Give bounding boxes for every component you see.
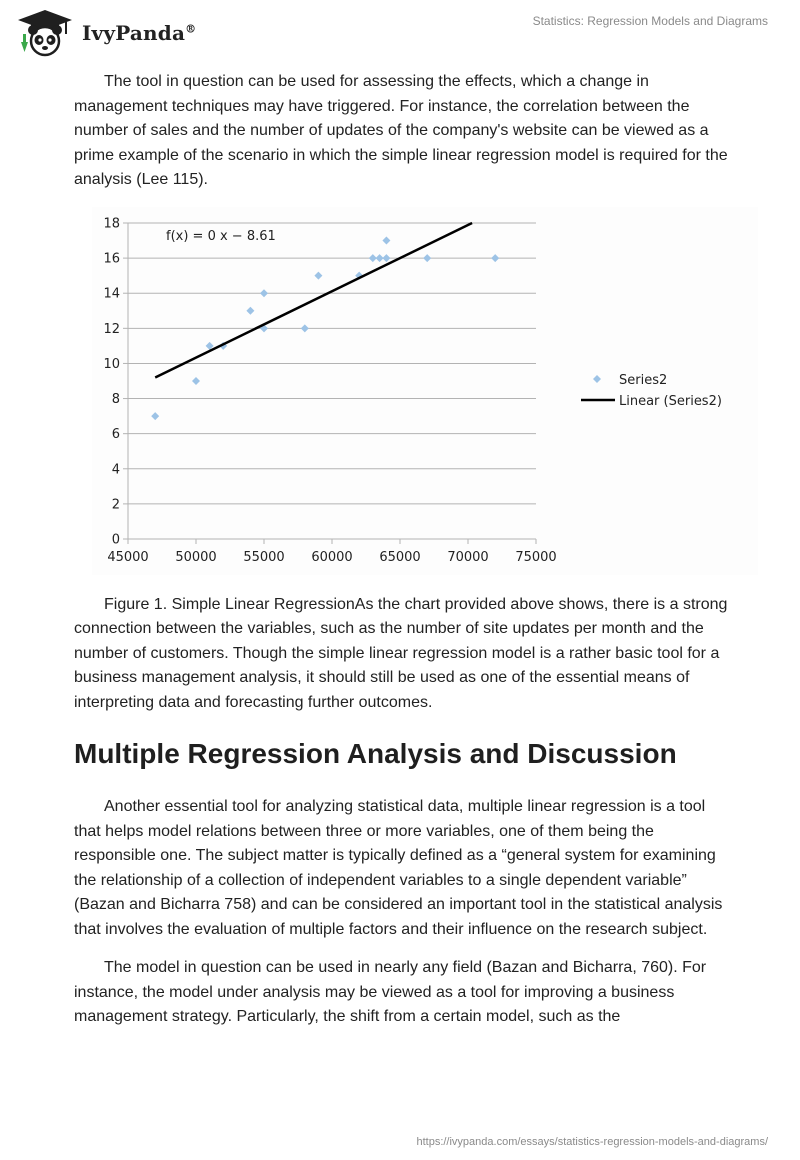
y-tick-label: 16: [103, 251, 120, 267]
footer-url[interactable]: https://ivypanda.com/essays/statistics-regression-models-and-diagrams/: [416, 1136, 768, 1148]
article-body: [74, 70, 734, 1044]
y-tick-label: 4: [111, 461, 120, 477]
brand-logo[interactable]: [16, 8, 216, 58]
figure-caption-paragraph: Figure 1. Simple Linear RegressionAs the chart provided above shows, there is a strong connection between the variables, such as the number of site updates per month and the number of customers. Though the simple linear regression model is a rather basic tool for a business management analysis, it should still be used as one of the essential means of interpreting data and forecasting further outcomes.: [74, 595, 728, 711]
page-header: [0, 0, 800, 66]
y-tick-label: 14: [103, 286, 120, 302]
panda-graduate-icon: [16, 8, 74, 58]
y-tick-label: 0: [111, 532, 120, 547]
section-heading: Multiple Regression Analysis and Discussion: [74, 738, 677, 769]
paragraph-2: Another essential tool for analyzing statistical data, multiple linear regression is a tool that helps model relations between three or more variables, one of them being the responsible one. The subject matter is typically defined as a “general system for examining the relationship of a collection of independent variables to a single dependent variable” (Bazan and Bicharra 758) and can be considered an important tool in the statistical analysis that involves the evaluation of multiple factors and their influence on the research subject.: [74, 798, 723, 938]
y-tick-label: 18: [103, 216, 120, 231]
header-document-title: Statistics: Regression Models and Diagrams: [532, 14, 768, 28]
paragraph-1: The tool in question can be used for assessing the effects, which a change in management techniques may have triggered. For instance, the correlation between the number of sales and the number of updates of the company's website can be viewed as a prime example of the scenario in which the simple linear regression model is required for the analysis (Lee 115).: [74, 73, 728, 188]
legend-label-series2: Series2: [619, 372, 668, 388]
x-tick-label: 75000: [515, 549, 557, 565]
y-tick-label: 2: [111, 496, 120, 512]
x-tick-label: 65000: [379, 549, 421, 565]
y-tick-label: 6: [111, 426, 120, 442]
trendline-equation: f(x) = 0 x − 8.61: [166, 228, 276, 244]
regression-chart: [92, 207, 758, 575]
x-tick-label: 70000: [447, 549, 489, 565]
x-tick-label: 45000: [107, 549, 149, 565]
y-tick-label: 8: [111, 391, 120, 407]
x-tick-label: 60000: [311, 549, 353, 565]
x-tick-label: 50000: [175, 549, 217, 565]
y-tick-label: 12: [103, 321, 120, 337]
legend-label-linear: Linear (Series2): [619, 393, 722, 409]
paragraph-3: The model in question can be used in nearly any field (Bazan and Bicharra, 760). For instance, the model under analysis may be viewed as a tool for improving a business management strategy. Particularly, the shift from a certain model, such as the: [74, 959, 707, 1025]
chart-background: [92, 207, 758, 575]
brand-name: IvyPanda®: [82, 21, 197, 45]
x-tick-label: 55000: [243, 549, 285, 565]
y-tick-label: 10: [103, 356, 120, 372]
regression-figure: [92, 207, 758, 575]
